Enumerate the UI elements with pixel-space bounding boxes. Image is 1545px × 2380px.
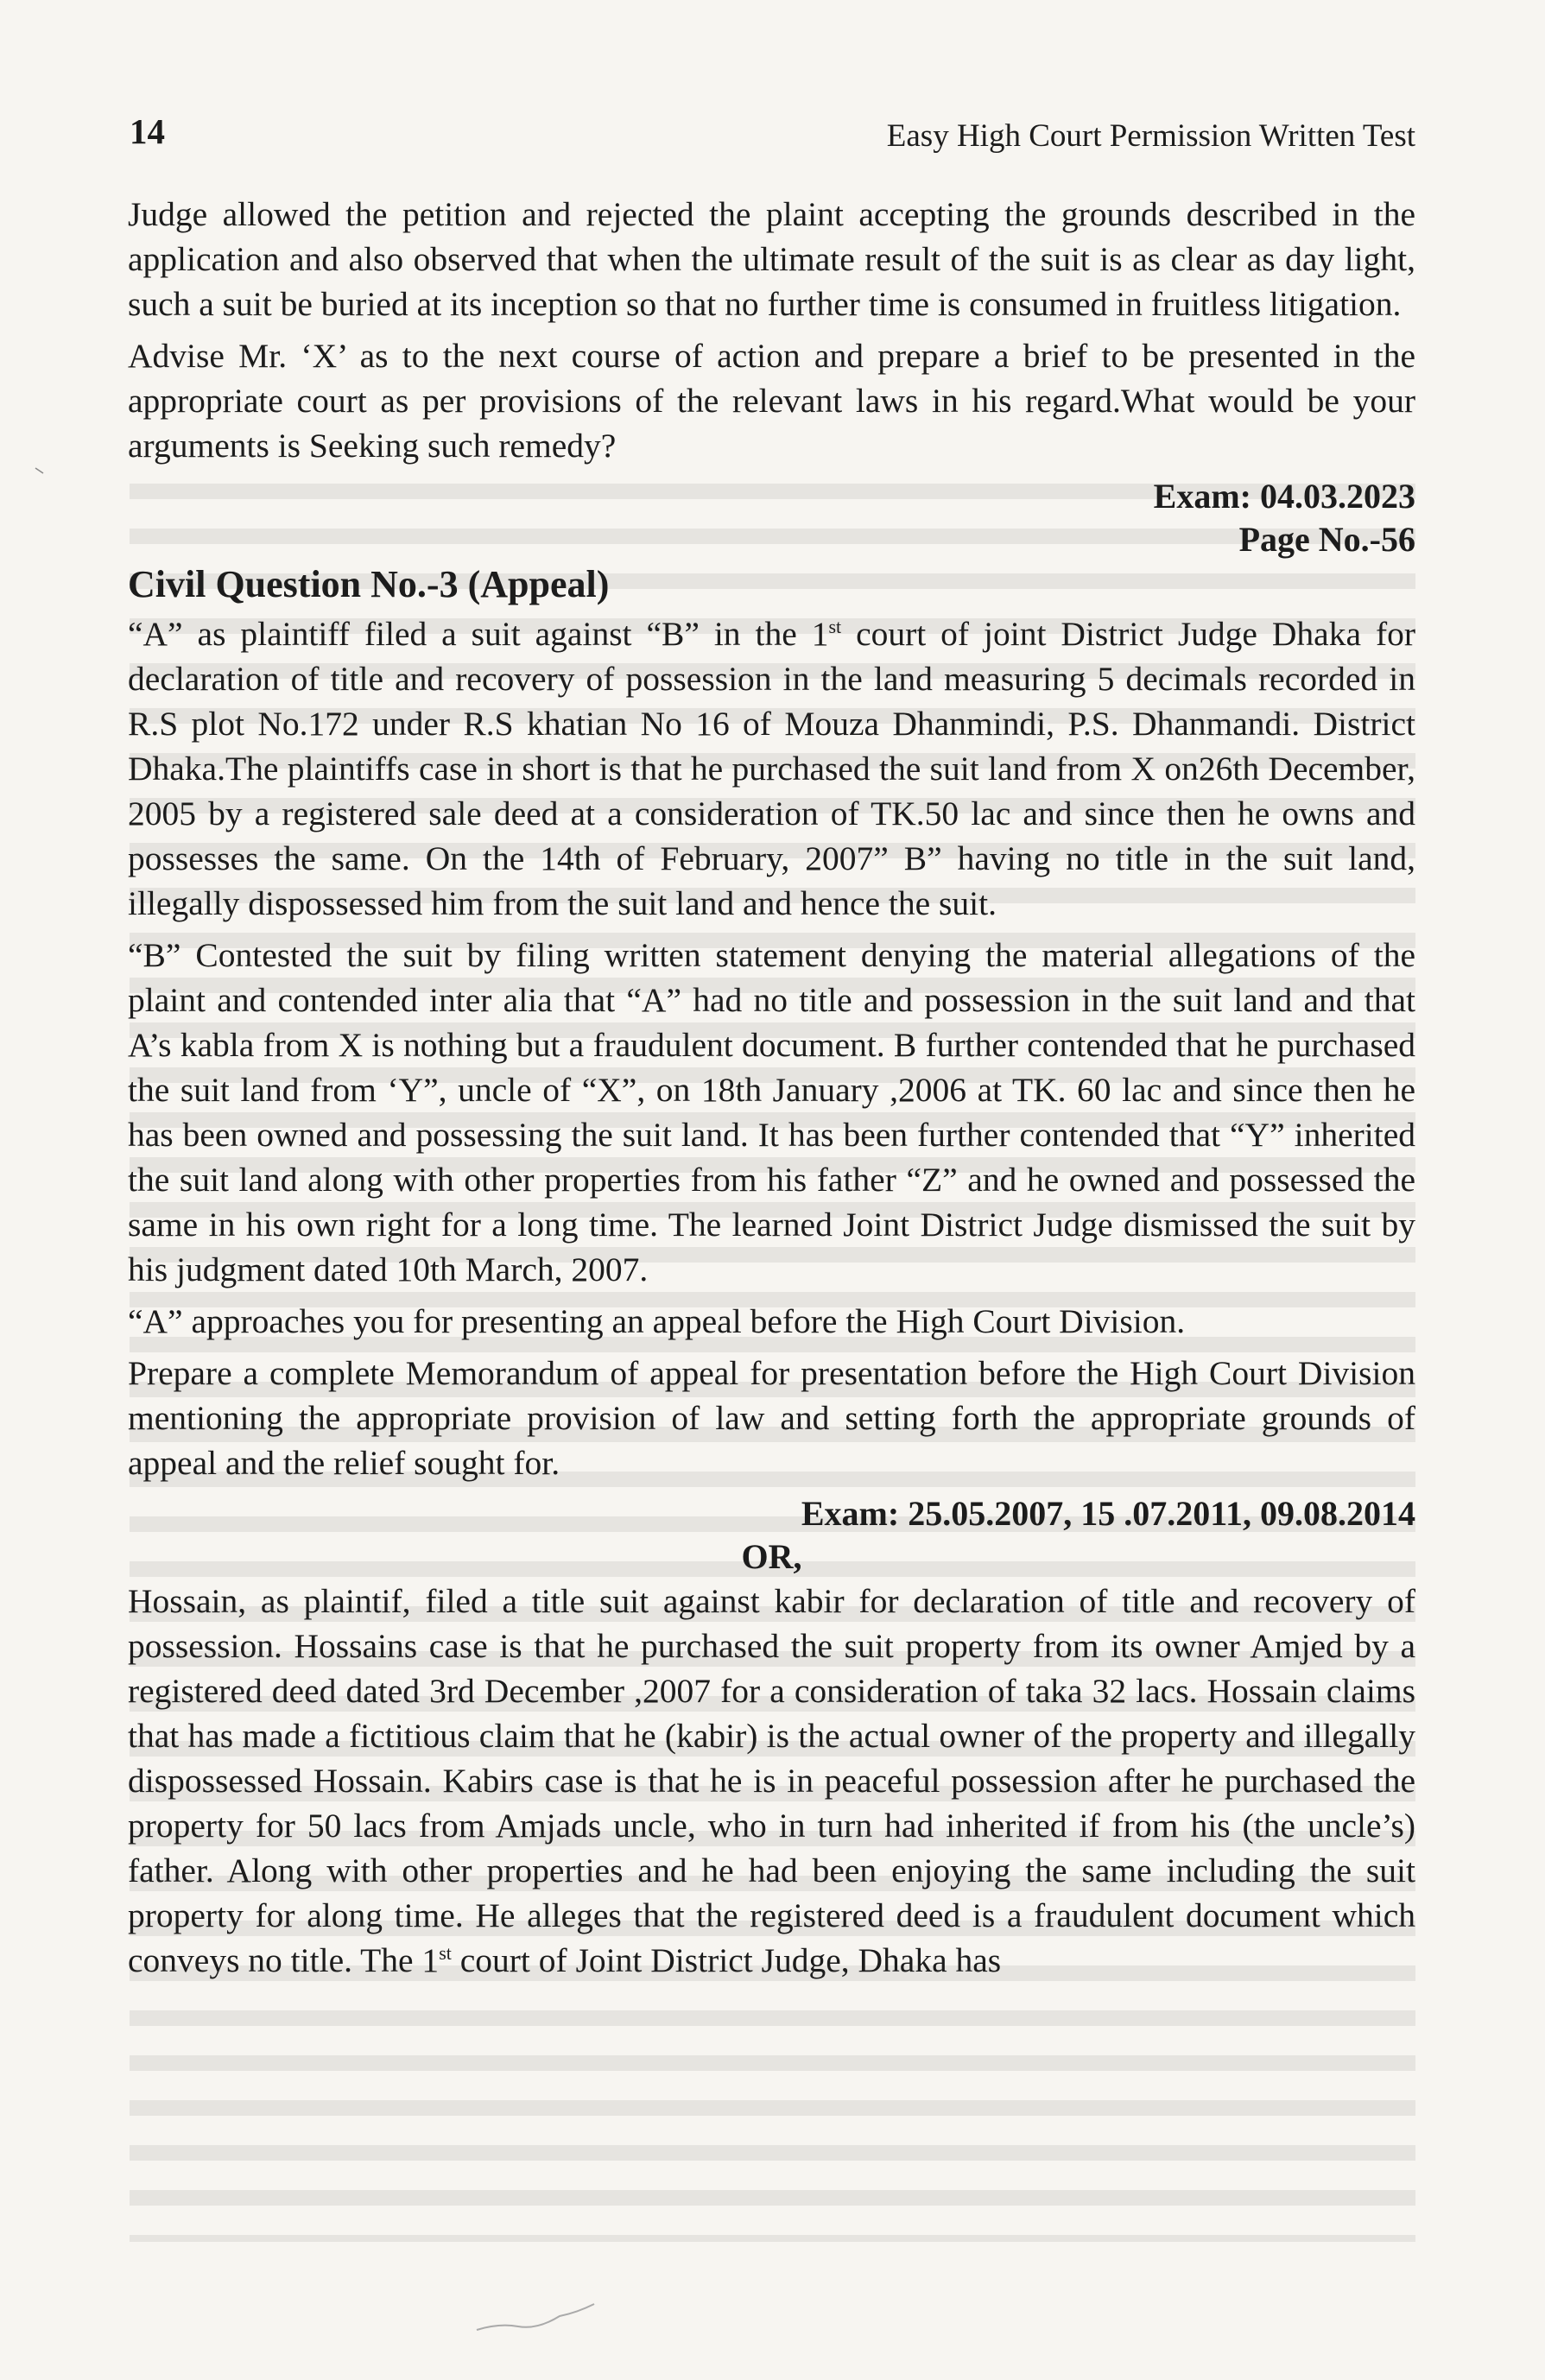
or-separator: OR,: [741, 1537, 802, 1576]
question-title: Civil Question No.-3 (Appeal): [128, 563, 610, 605]
question-paragraph-5-rest: court of Joint District Judge, Dhaka has: [451, 1941, 1002, 1979]
intro-paragraph-2: Advise Mr. ‘X’ as to the next course of action and prepare a brief to be presented in the appropriate court as per provisions of the relevant laws in his regard.What would be your arguments is Seeking such remedy?: [128, 337, 1415, 465]
question-paragraph-1-start: “A” as plaintiff filed a suit against “B” in the 1: [128, 615, 829, 653]
question-paragraph-4: Prepare a complete Memorandum of appeal for presentation before the High Court Division mentioning the appropriate provision of law and setting forth the appropriate grounds of appeal and the relief sought for.: [128, 1354, 1415, 1482]
pencil-scribble-icon: [473, 2297, 603, 2340]
question-paragraph-3: “A” approaches you for presenting an appeal before the High Court Division.: [128, 1302, 1186, 1340]
question-paragraph-1-rest: court of joint District Judge Dhaka for declaration of title and recovery of possession in the land measuring 5 decimals recorded in R.S plot No.172 under R.S khatian No 16 of Mouza Dhanmindi, P.S. Dhanmandi. District Dhaka.The plaintiffs case in short is that he purchased the suit land from X on26th December, 2005 by a registered sale deed at a consideration of TK.50 lac and since then he owns and possesses the same. On the 14th of February, 2007” B” having no title in the suit land, illegally dispossessed him from the suit land and hence the suit.: [128, 615, 1415, 922]
question-paragraph-2: “B” Contested the suit by filing written statement denying the material allegations of the plaint and contended inter alia that “A” had no title and possession in the suit land and that A’s kabla from X is nothing but a fraudulent document. B further contended that he purchased the suit land from ‘Y”, uncle of “X”, on 18th January ,2006 at TK. 60 lac and since then he has been owned and possessing the suit land. It has been further contended that “Y” inherited the suit land along with other properties from his father “Z” and he owned and possessed the same in his own right for a long time. The learned Joint District Judge dismissed the suit by his judgment dated 10th March, 2007.: [128, 936, 1415, 1288]
ordinal-suffix: st: [439, 1941, 452, 1964]
page-body: [128, 192, 1415, 1990]
exam-dates: Exam: 25.05.2007, 15 .07.2011, 09.08.2014: [801, 1494, 1415, 1533]
margin-mark-icon: [35, 466, 45, 475]
question-paragraph-1: [128, 611, 1415, 926]
intro-paragraph-1: Judge allowed the petition and rejected the plaint accepting the grounds described in the application and also observed that when the ultimate result of the suit is as clear as day light, such a suit be buried at its inception so that no further time is consumed in fruitless litigation.: [128, 195, 1415, 323]
page-number: 14: [130, 111, 165, 151]
page-header: [130, 111, 1415, 162]
question-paragraph-5: [128, 1579, 1415, 1983]
exam-date-2023: Exam: 04.03.2023: [1153, 477, 1415, 516]
question-paragraph-5-start: Hossain, as plaintif, filed a title suit against kabir for declaration of title and recovery of possession. Hossains case is that he purchased the suit property from its owner Amjed by a registered deed dated 3rd December ,2007 for a consideration of taka 32 lacs. Hossain claims that has made a fictitious claim that he (kabir) is the actual owner of the property and illegally dispossessed Hossain. Kabirs case is that he is in peaceful possession after he purchased the property for 50 lacs from Amjads uncle, who in turn had inherited if from his (the uncle’s) father. Along with other properties and he had been enjoying the same including the suit property for along time. He alleges that the registered deed is a fraudulent document which conveys no title. The 1: [128, 1582, 1415, 1979]
page-reference: Page No.-56: [1238, 520, 1415, 559]
running-title: Easy High Court Permission Written Test: [886, 118, 1415, 154]
ordinal-suffix: st: [828, 615, 842, 637]
